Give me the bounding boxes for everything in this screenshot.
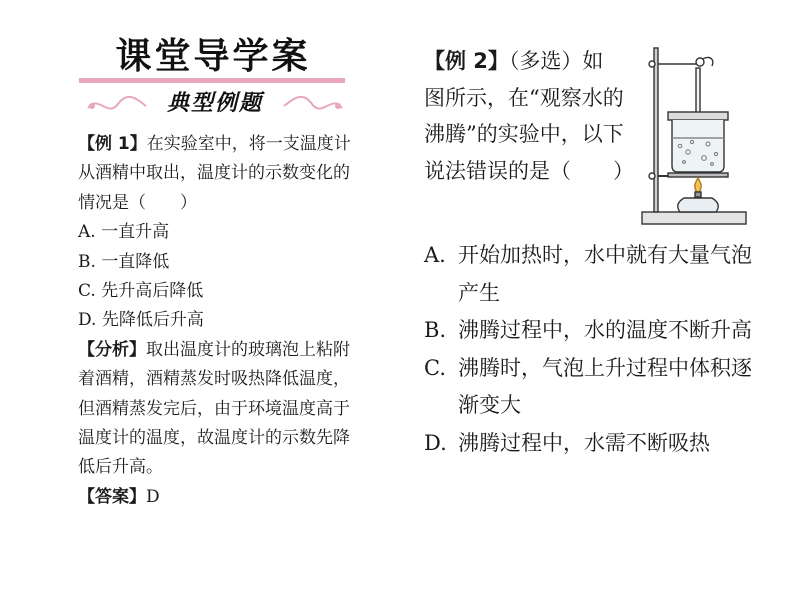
example-1 — [78, 130, 354, 512]
example-1-option-d — [78, 306, 354, 335]
example-1-option-c — [78, 277, 354, 306]
example-2-option-b — [424, 312, 769, 350]
option-key: A. — [78, 222, 96, 243]
option-text: 沸腾过程中，水需不断吸热 — [458, 430, 710, 455]
example-1-option-a — [78, 218, 354, 247]
analysis-text: 取出温度计的玻璃泡上粘附着酒精，酒精蒸发时吸热降低温度，但酒精蒸发完后，由于环境温度高于温度计的温度，故温度计的示数先降低后升高。 — [78, 339, 350, 478]
example-2-question — [424, 43, 634, 189]
example-2-option-d — [424, 425, 769, 463]
option-text: 沸腾过程中，水的温度不断升高 — [458, 318, 752, 343]
option-text: 一直降低 — [101, 251, 170, 272]
example-1-analysis — [78, 336, 354, 483]
option-key: A. — [424, 243, 446, 267]
answer-text: D — [146, 486, 160, 507]
example-2-option-c — [424, 350, 769, 425]
analysis-tag: 【分析】 — [78, 339, 146, 360]
experiment-figure — [640, 42, 770, 230]
example-1-tag: 【例 1】 — [78, 134, 147, 154]
option-text: 先升高后降低 — [101, 281, 204, 302]
example-1-question — [78, 130, 354, 218]
example-2-question-text: （多选）如图所示，在“观察水的沸腾”的实验中，以下说法错误的是（ ） — [424, 49, 634, 183]
example-1-option-b — [78, 248, 354, 277]
answer-tag: 【答案】 — [78, 486, 146, 507]
example-2-tag: 【例 2】 — [424, 49, 509, 73]
example-1-question-text: 在实验室中，将一支温度计从酒精中取出，温度计的示数变化的情况是（ ） — [78, 134, 351, 213]
title-underline — [79, 78, 345, 83]
section-banner — [84, 88, 346, 120]
option-key: B. — [424, 318, 447, 343]
option-key: B. — [78, 251, 96, 272]
option-key: C. — [78, 281, 96, 302]
option-text: 一直升高 — [101, 222, 170, 243]
option-text: 开始加热时，水中就有大量气泡产生 — [458, 243, 752, 305]
section-title: 典型例题 — [166, 91, 263, 116]
example-2-option-a — [424, 237, 769, 312]
option-text: 沸腾时，气泡上升过程中体积逐渐变大 — [458, 355, 752, 418]
boiling-water-apparatus-icon — [640, 42, 770, 230]
option-key: D. — [424, 430, 447, 455]
option-key: D. — [78, 310, 97, 331]
option-text: 先降低后升高 — [101, 310, 204, 331]
example-1-answer — [78, 483, 354, 512]
page-title: 课堂导学案 — [115, 36, 311, 77]
option-key: C. — [424, 355, 446, 380]
example-2-options — [424, 237, 769, 463]
